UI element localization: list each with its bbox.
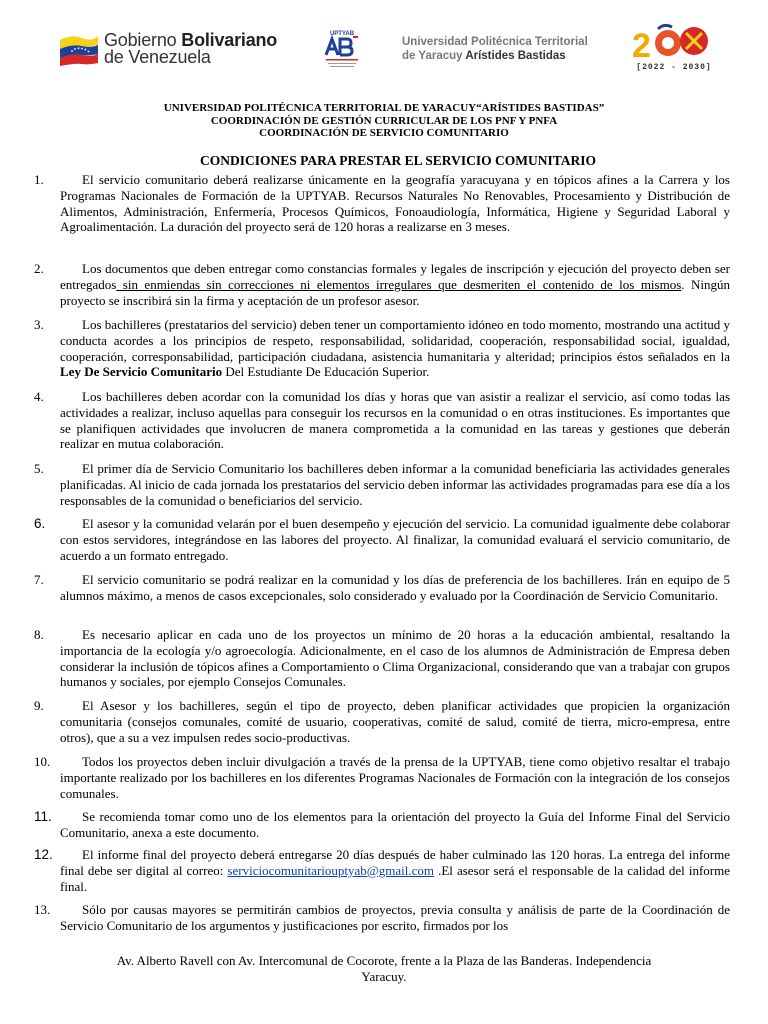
item-text: El servicio comunitario deberá realizarse únicamente en la geografía yaracuyana y en tópicos afines a la Carrera y los Programas Nacionales de Formación de la UPTYAB. Recursos Naturales No Renovables, Procesamiento y Distribución de Alimentos, Administración, Enfermería, Procesos Químicos, Fonoaudiología, Informática, Higiene y Seguridad Laboral y Agroalimentación. La duración del proyecto será de 120 horas a realizarse en 3 meses. — [60, 172, 730, 235]
venezuela-flag-icon — [58, 32, 100, 66]
list-item — [60, 572, 730, 604]
item-text: .El asesor será el responsable de la calidad del informe final. — [60, 862, 730, 894]
list-item — [60, 261, 730, 308]
item-number: 1. — [34, 172, 44, 187]
item-text: Del Estudiante De Educación Superior. — [222, 364, 430, 380]
item-text: Se recomienda tomar como uno de los elementos para la orientación del proyecto la Guía del Informe Final del Servicio Comunitario, anexa a este documento. — [60, 809, 730, 840]
item-text-underlined: sin enmiendas sin correcciones ni elementos irregulares que desmeriten el contenido de los mismos — [116, 276, 682, 292]
gov-bold: Bolivariano — [181, 30, 278, 50]
item-text: Es necesario aplicar en cada uno de los proyectos un mínimo de 20 horas a la educación ambiental, resaltando la importancia de la ecología y/o agroecología. Adicionalmente, en el caso de los alumnos de Administración de Empresa deben considerar la inclusión de tópicos afines a Comportamiento o Clima Organizacional, considerando que van a trabajar con grupos humanos y sociales, por ejemplo Consejos Comunales. — [60, 627, 730, 690]
footer-line-2: Yaracuy. — [361, 969, 407, 984]
item-number: 9. — [34, 698, 44, 713]
item-number: 10. — [34, 754, 51, 769]
list-item — [60, 698, 730, 745]
list-item — [60, 754, 730, 801]
government-logo — [58, 32, 298, 66]
list-item — [60, 317, 730, 380]
item-text: Los bachilleres (prestatarios del servicio) deben tener un comportamiento idóneo en todo momento, mostrando una actitud y conducta acordes a los principios de respeto, responsabilidad, solidaridad, cooperación, responsabilidad social, igualdad, cooperación, corresponsabilidad, participación ciudadana, asistencia humanitaria y alteridad; principios éstos señalados en la — [60, 317, 730, 364]
footer-address — [60, 953, 708, 985]
list-item — [60, 847, 730, 894]
anniversary-logo — [628, 23, 720, 75]
item-number: 2. — [34, 261, 44, 276]
item-number: 13. — [34, 902, 51, 917]
item-number: 3. — [34, 317, 44, 332]
item-text: Sólo por causas mayores se permitirán cambios de proyectos, previa consulta y análisis de parte de la Coordinación de Servicio Comunitario de los argumentos y justificaciones por escrito, firmados por los — [60, 902, 730, 933]
item-text: El Asesor y los bachilleres, según el tipo de proyecto, deben planificar actividades que propicien la organización comunitaria (consejos comunales, comité de usuario, cooperativas, comité de salud, comité de tierra, micro-empresa, entre otros), que a su a vez impulsen redes socio-productivas. — [60, 698, 730, 745]
uni-line2-a: de Yaracuy — [402, 50, 463, 62]
uptyab-logo — [320, 25, 364, 73]
item-text: Los documentos que deben entregar como constancias formales y legales de inscripción y ejecución del proyecto deben ser entregados — [60, 261, 730, 292]
item-number: 4. — [34, 389, 44, 404]
item-text: Los bachilleres deben acordar con la comunidad los días y horas que van asistir a realizar el servicio, así como todas las actividades a realizar, incluso aquellas para conseguir los recursos en la comunidad o en otras instituciones. Es importantes que se planifiquen actividades que involucren de manera comprometida a la comunidad en las tareas y gestiones que deberán realizar en mutua colaboración. — [60, 389, 730, 452]
item-number: 7. — [34, 572, 44, 587]
logo-text: UPTYAB — [329, 31, 355, 37]
header-line-2: COORDINACIÓN DE GESTIÓN CURRICULAR DE LOS PNF Y PNFA — [210, 115, 558, 127]
header-line-3: COORDINACIÓN DE SERVICIO COMUNITARIO — [259, 127, 509, 139]
item-number: 12. — [34, 847, 53, 862]
svg-text:2: 2 — [632, 27, 651, 63]
document-title: CONDICIONES PARA PRESTAR EL SERVICIO COMUNITARIO — [200, 153, 596, 168]
law-name: Ley De Servicio Comunitario — [60, 364, 223, 380]
item-text: El servicio comunitario se podrá realizar en la comunidad y los días de preferencia de los bachilleres. Irán en equipo de 5 alumnos máximo, a menos de casos excepcionales, solo considerado y evaluado por la Coordinación de Servicio Comunitario. — [60, 572, 730, 603]
header-line-1: UNIVERSIDAD POLITÉCNICA TERRITORIAL DE YARACUY“ARÍSTIDES BASTIDAS” — [163, 102, 605, 114]
item-text: El primer día de Servicio Comunitario los bachilleres deben informar a la comunidad beneficiaria las actividades generales planificadas. Al inicio de cada jornada los prestatarios del servicio deben informar las actividades programadas para ese día a los responsables de la comunidad o beneficiarios del servicio. — [60, 461, 730, 508]
list-item — [60, 516, 730, 563]
email-link[interactable]: serviciocomunitariouptyab@gmail.com — [227, 862, 434, 878]
list-item — [60, 627, 730, 690]
uni-line2-b: Arístides Bastidas — [465, 50, 566, 62]
anniversary-emblem-icon — [628, 23, 720, 63]
uni-line1: Universidad Politécnica Territorial — [402, 36, 588, 48]
letterhead — [58, 22, 728, 76]
item-text: Todos los proyectos deben incluir divulgación a través de la prensa de la UPTYAB, tiene como objetivo resaltar el trabajo importante realizado por los bachilleres en los diferentes Programas Nacionales de Formación con la integración de los consejos comunales. — [60, 754, 730, 801]
item-text: El asesor y la comunidad velarán por el buen desempeño y ejecución del servicio. La comunidad igualmente debe colaborar con estos servidores, integrándose en las labores del proyecto. Al finalizar, la comunidad evaluará el servicio comunitario, de acuerdo a un formato entregado. — [60, 516, 730, 563]
item-text: El informe final del proyecto deberá entregarse 20 días después de haber culminado las 120 horas. La entrega del informe final debe ser digital al correo: — [60, 847, 730, 878]
item-text: . Ningún proyecto se inscribirá sin la firma y aceptación de un profesor asesor. — [60, 276, 731, 308]
item-number: 11. — [34, 809, 52, 824]
item-number: 6. — [34, 516, 46, 531]
footer-line-1: Av. Alberto Ravell con Av. Intercomunal de Cocorote, frente a la Plaza de las Banderas. Independencia — [116, 953, 652, 968]
university-name — [402, 35, 612, 63]
gov-line1: Gobierno — [104, 30, 177, 50]
anniversary-years: [2022 - 2030] — [636, 63, 712, 72]
gov-line2: de Venezuela — [104, 47, 211, 67]
list-item — [60, 172, 730, 235]
item-number: 8. — [34, 627, 44, 642]
item-number: 5. — [34, 461, 44, 476]
list-item — [60, 389, 730, 452]
list-item — [60, 902, 730, 934]
list-item — [60, 461, 730, 508]
list-item — [60, 809, 730, 841]
